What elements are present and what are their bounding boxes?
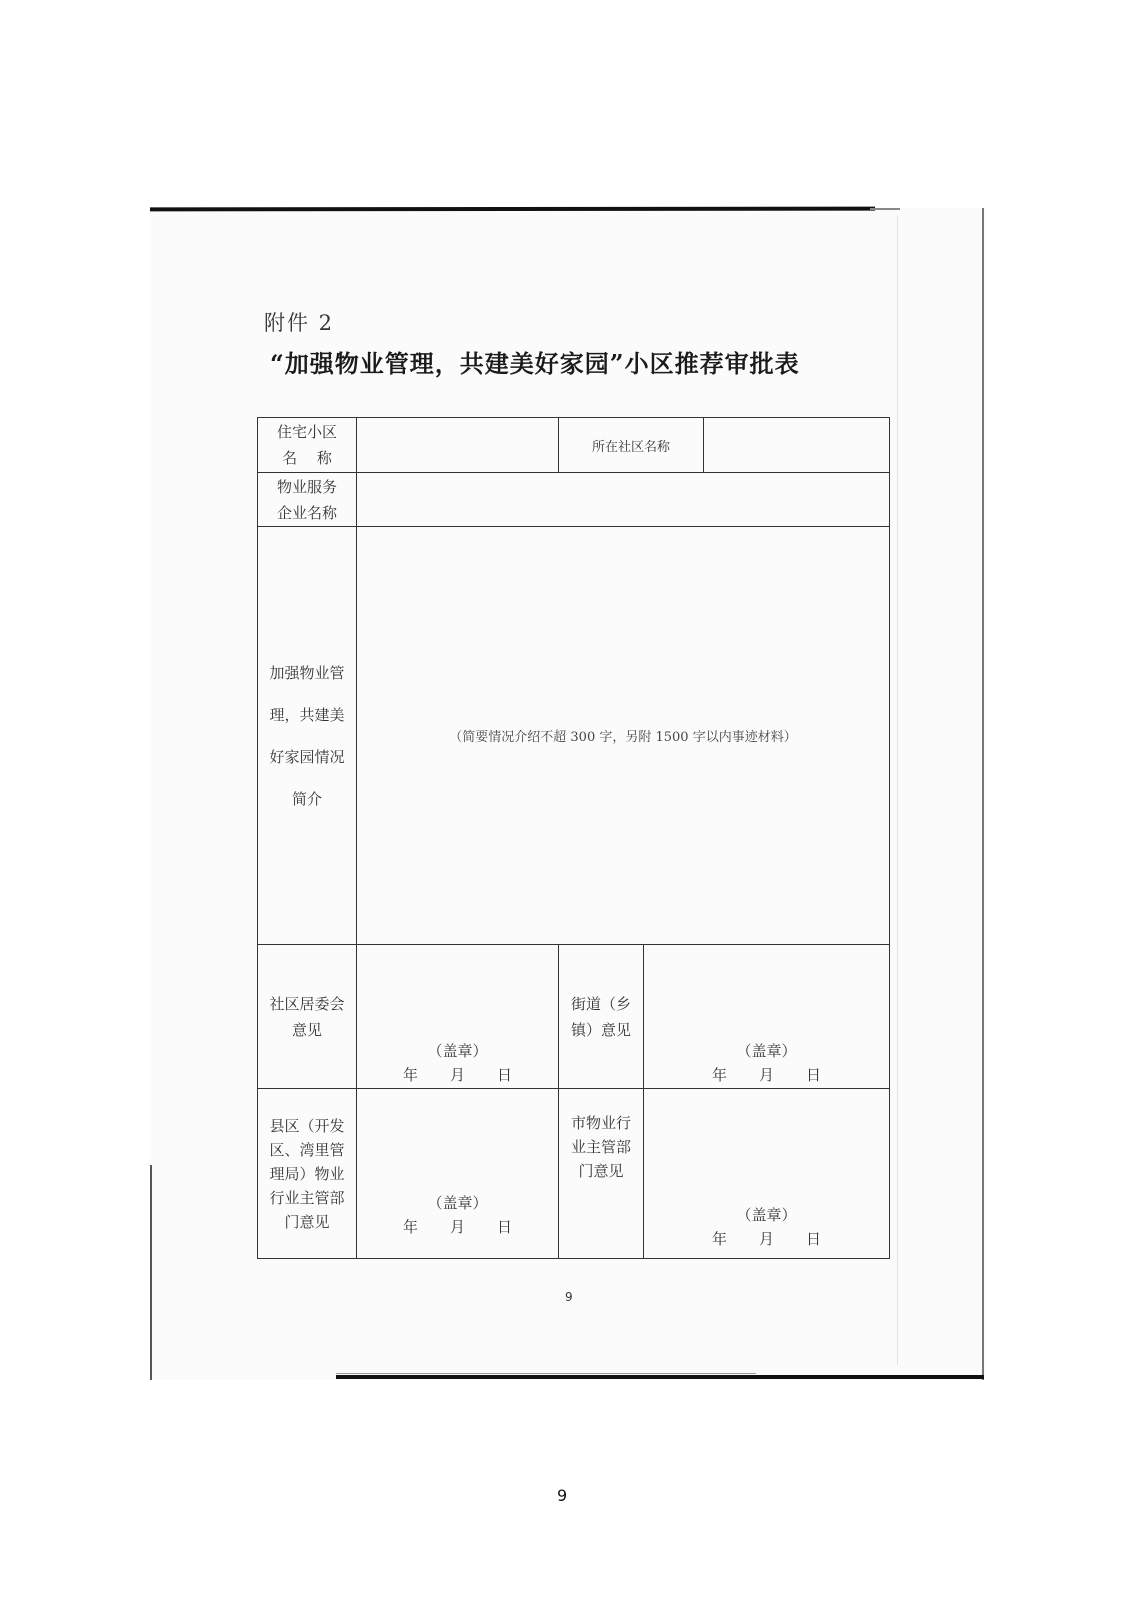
form-row-company [258,473,890,527]
community-committee-label: 社区居委会 意见 [258,945,357,1089]
seal-text: （盖章） [736,1206,797,1224]
seal-text: （盖章） [427,1194,488,1212]
form-row-opinions-2 [258,1089,890,1259]
document-title: “加强物业管理，共建美好家园”小区推荐审批表 [270,349,800,378]
county-opinion[interactable] [357,1089,559,1259]
scan-edge-right [982,208,984,1380]
street-label: 街道（乡 镇）意见 [559,945,644,1089]
date-line: 年 月 日 [711,1230,822,1248]
attachment-label: 附件 2 [264,311,335,335]
scan-edge-top [150,207,875,212]
form-row-intro [258,527,890,945]
scan-edge-bottom [336,1375,984,1379]
intro-field[interactable] [357,527,890,945]
property-company-label: 物业服务 企业名称 [258,473,357,527]
city-opinion[interactable] [644,1089,890,1259]
community-committee-opinion[interactable] [357,945,559,1089]
seal-text: （盖章） [427,1042,488,1060]
date-line: 年 月 日 [402,1218,513,1236]
seal-text: （盖章） [736,1042,797,1060]
date-line: 年 月 日 [711,1066,822,1084]
city-label: 市物业行 业主管部 门意见 [559,1089,644,1259]
property-company-field[interactable] [357,473,890,527]
form-row-residential [258,418,890,473]
street-opinion[interactable] [644,945,890,1089]
approval-form-table [257,417,890,1259]
intro-note: （简要情况介绍不超 300 字，另附 1500 字以内事迹材料） [449,730,797,745]
scan-edge-bottom-thin [336,1373,756,1374]
residential-name-field[interactable] [357,418,559,473]
intro-label: 加强物业管 理，共建美 好家园情况 简介 [258,527,357,945]
community-name-cell [559,418,890,473]
scan-edge-right-inner [897,215,898,1365]
scan-edge-top-right [870,208,900,210]
county-label: 县区（开发 区、湾里管 理局）物业 行业主管部 门意见 [258,1089,357,1259]
scan-edge-left [150,1165,152,1380]
community-name-field[interactable] [704,418,889,472]
form-row-opinions-1 [258,945,890,1089]
scanned-page-number: 9 [565,1290,573,1304]
page-number: 9 [557,1486,568,1505]
community-name-label: 所在社区名称 [559,418,704,472]
residential-name-label: 住宅小区 名 称 [258,418,357,473]
date-line: 年 月 日 [402,1066,513,1084]
